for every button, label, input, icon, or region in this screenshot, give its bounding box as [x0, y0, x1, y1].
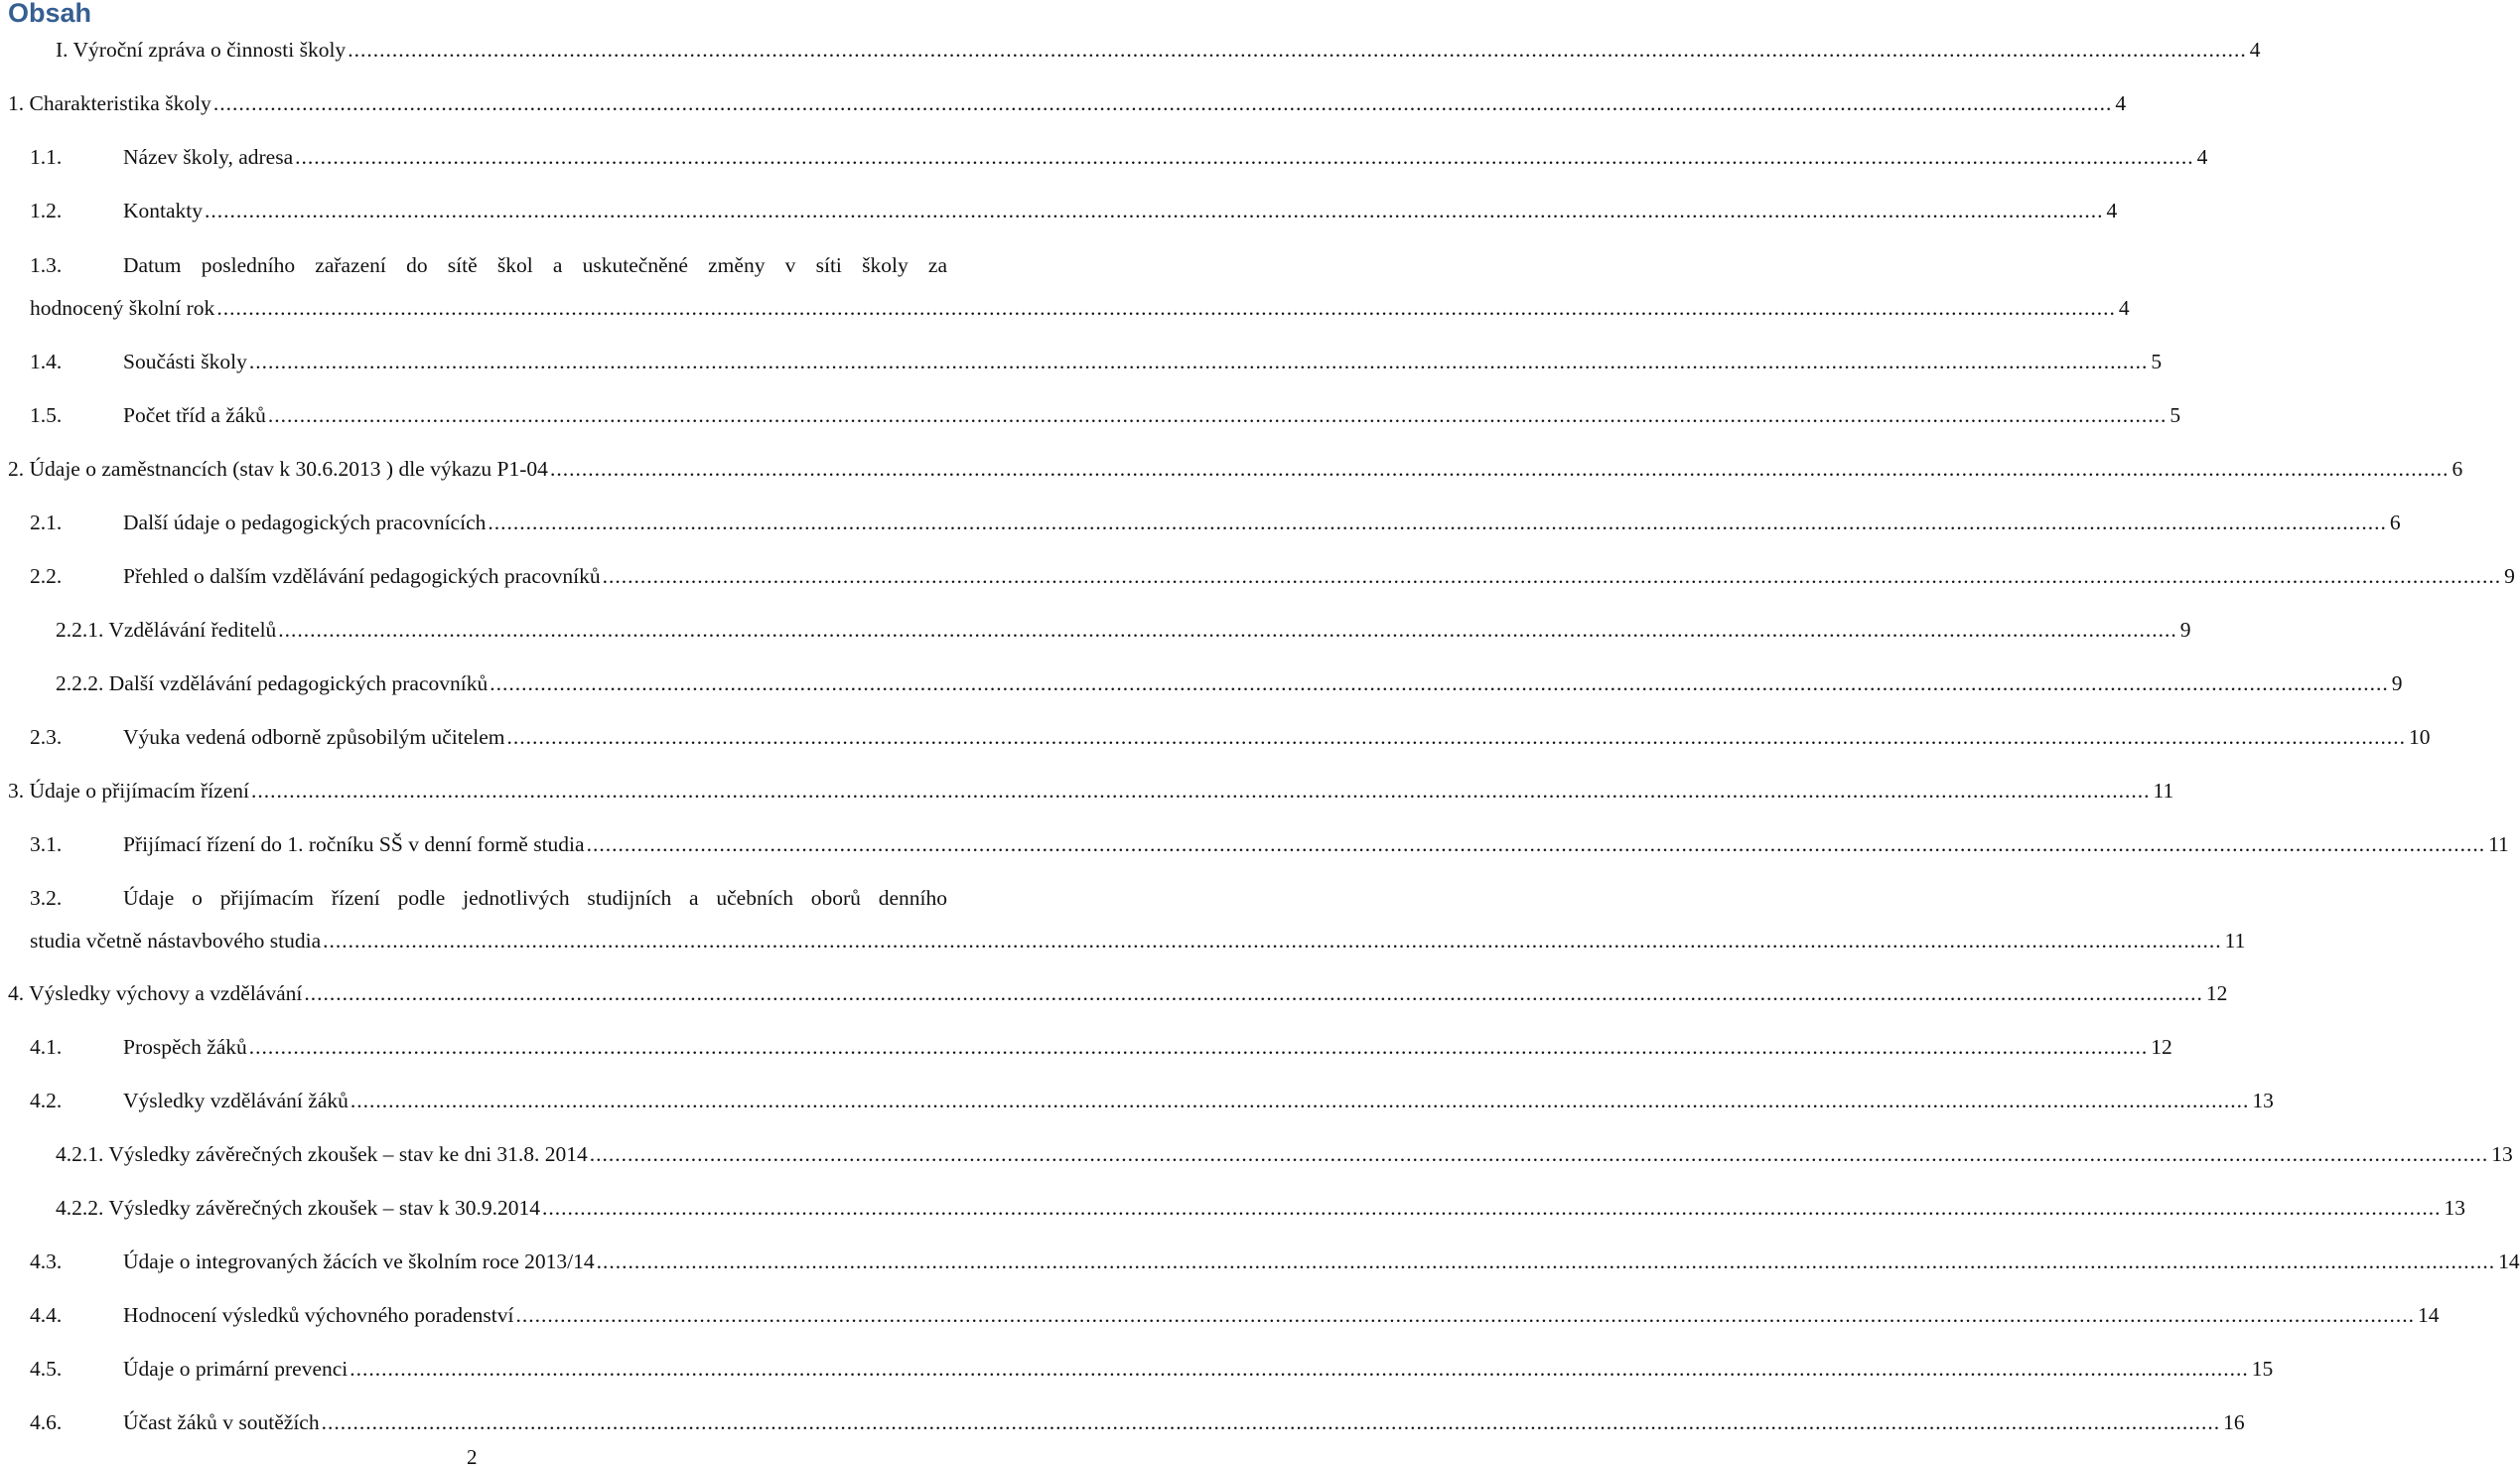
- toc-page-number: 4: [2106, 199, 2118, 222]
- dot-leader: ............................................................................................................................................................................................................................................................................................................: [267, 403, 2168, 427]
- toc-entry-datum-zarazeni[interactable]: [0, 247, 2130, 327]
- toc-entry-number: 4.2.: [30, 1089, 63, 1112]
- toc-page-number: 14: [2418, 1303, 2440, 1327]
- toc-entry-title: 2.2.2. Další vzdělávání pedagogických pracovníků: [56, 671, 489, 695]
- toc-entry-title: Hodnocení výsledků výchovného poradenství: [123, 1303, 514, 1327]
- toc-entry-kontakty[interactable]: [0, 193, 2118, 228]
- toc-page-number: 13: [2444, 1196, 2466, 1220]
- dot-leader: ............................................................................................................................................................................................................................................................................................................: [278, 618, 2177, 642]
- toc-entry-title: Výsledky vzdělávání žáků: [123, 1089, 349, 1112]
- toc-entry-charakteristika[interactable]: [0, 85, 2127, 121]
- toc-page-number: 13: [2491, 1142, 2513, 1166]
- toc-entry-prijimaci-rizeni-ss[interactable]: [0, 826, 2509, 862]
- toc-entry-title: I. Výroční zpráva o činnosti školy: [56, 38, 347, 62]
- toc-page-number: 4: [2196, 145, 2208, 169]
- dot-leader: ............................................................................................................................................................................................................................................................................................................: [515, 1303, 2415, 1327]
- dot-leader: ............................................................................................................................................................................................................................................................................................................: [251, 779, 2151, 803]
- dot-leader: ............................................................................................................................................................................................................................................................................................................: [490, 671, 2389, 695]
- dot-leader: ............................................................................................................................................................................................................................................................................................................: [602, 564, 2502, 588]
- toc-page-number: 4: [2118, 296, 2130, 320]
- dot-leader: ............................................................................................................................................................................................................................................................................................................: [542, 1196, 2442, 1220]
- toc-page-number: 5: [2151, 350, 2163, 373]
- toc-entry-prehled-vzdelavani[interactable]: [0, 558, 2515, 594]
- page-number: 2: [467, 1445, 478, 1469]
- toc-entry-vysledky-vychovy[interactable]: [0, 975, 2228, 1011]
- dot-leader: ............................................................................................................................................................................................................................................................................................................: [586, 832, 2486, 856]
- toc-page-number: 15: [2251, 1357, 2274, 1381]
- toc-page-number: 10: [2409, 725, 2431, 749]
- toc-heading: Obsah: [8, 0, 92, 28]
- dot-leader: ............................................................................................................................................................................................................................................................................................................: [212, 91, 2113, 115]
- toc-entry-title: 4.2.2. Výsledky závěrečných zkoušek – stav k 30.9.2014: [56, 1196, 541, 1220]
- toc-entry-title: Výuka vedená odborně způsobilým učitelem: [123, 725, 505, 749]
- toc-entry-number: 1.1.: [30, 145, 63, 169]
- toc-entry-vzdelavani-reditelu[interactable]: [0, 612, 2191, 648]
- toc-entry-title: Přehled o dalším vzdělávání pedagogických pracovníků: [123, 564, 601, 588]
- toc-entry-prospech-zaku[interactable]: [0, 1029, 2172, 1065]
- toc-entry-title: Přijímací řízení do 1. ročníku SŠ v denní formě studia: [123, 832, 585, 856]
- dot-leader: ............................................................................................................................................................................................................................................................................................................: [295, 145, 2194, 169]
- toc-entry-vyrocni-zprava[interactable]: [0, 32, 2261, 68]
- toc-entry-title: Název školy, adresa: [123, 145, 294, 169]
- toc-page-number: 16: [2223, 1410, 2245, 1434]
- toc-entry-number: 2.3.: [30, 725, 63, 749]
- dot-leader: ............................................................................................................................................................................................................................................................................................................: [216, 296, 2116, 320]
- toc-entry-integrovani-zaci[interactable]: [0, 1244, 2520, 1279]
- toc-entry-title: Kontakty: [123, 199, 204, 222]
- toc-page-number: 12: [2205, 981, 2228, 1005]
- toc-entry-title: Údaje o primární prevenci: [123, 1357, 349, 1381]
- toc-entry-number: 2.2.: [30, 564, 63, 588]
- toc-page-number: 11: [2224, 929, 2246, 953]
- toc-entry-title: Další údaje o pedagogických pracovnících: [123, 511, 487, 534]
- toc-page-number: 6: [2389, 511, 2401, 534]
- dot-leader: ............................................................................................................................................................................................................................................................................................................: [488, 511, 2387, 534]
- toc-entry-number: 1.5.: [30, 403, 63, 427]
- toc-page-number: 14: [2498, 1250, 2520, 1273]
- toc-entry-title: 4.2.1. Výsledky závěrečných zkoušek – stav ke dni 31.8. 2014: [56, 1142, 588, 1166]
- toc-entry-number: 1.2.: [30, 199, 63, 222]
- toc-entry-number: 4.5.: [30, 1357, 63, 1381]
- toc-entry-prijimaci-rizeni[interactable]: [0, 773, 2174, 808]
- toc-entry-primarni-prevence[interactable]: [0, 1351, 2274, 1387]
- toc-entry-title: 2. Údaje o zaměstnancích (stav k 30.6.2013 ) dle výkazu P1-04: [8, 457, 548, 481]
- toc-page-number: 9: [2391, 671, 2403, 695]
- toc-entry-zaverecne-zkousky-zari[interactable]: [0, 1190, 2466, 1226]
- toc-entry-title: 3. Údaje o přijímacím řízení: [8, 779, 249, 803]
- toc-entry-pocet-trid[interactable]: [0, 397, 2181, 433]
- toc-entry-title: 2.2.1. Vzdělávání ředitelů: [56, 618, 277, 642]
- toc-entry-title: Počet tříd a žáků: [123, 403, 266, 427]
- toc-page-number: 4: [2115, 91, 2127, 115]
- toc-entry-title: hodnocený školní rok: [30, 296, 215, 320]
- dot-leader: ............................................................................................................................................................................................................................................................................................................: [321, 1410, 2221, 1434]
- toc-entry-number: 1.3.: [30, 253, 63, 277]
- toc-entry-number: 4.1.: [30, 1035, 63, 1059]
- dot-leader: ............................................................................................................................................................................................................................................................................................................: [205, 199, 2104, 222]
- dot-leader: ............................................................................................................................................................................................................................................................................................................: [506, 725, 2407, 749]
- dot-leader: ............................................................................................................................................................................................................................................................................................................: [350, 1089, 2250, 1112]
- toc-entry-number: 3.1.: [30, 832, 63, 856]
- toc-entry-soucasti-skoly[interactable]: [0, 344, 2163, 379]
- toc-page-number: 5: [2170, 403, 2181, 427]
- toc-entry-number: 4.4.: [30, 1303, 63, 1327]
- toc-entry-zamestnanci[interactable]: [0, 451, 2463, 487]
- toc-entry-dalsi-vzdelavani[interactable]: [0, 665, 2403, 701]
- toc-entry-title-line1: Datum posledního zařazení do sítě škol a uskutečněné změny v síti školy za: [123, 253, 947, 277]
- toc-entry-number: 2.1.: [30, 511, 63, 534]
- toc-page-number: 11: [2488, 832, 2509, 856]
- toc-entry-title: Údaje o integrovaných žácích ve školním roce 2013/14: [123, 1250, 595, 1273]
- toc-entry-title: Účast žáků v soutěžích: [123, 1410, 320, 1434]
- toc-entry-title: 4. Výsledky výchovy a vzdělávání: [8, 981, 303, 1005]
- toc-entry-number: 1.4.: [30, 350, 63, 373]
- toc-entry-nazev-skoly[interactable]: [0, 139, 2208, 175]
- dot-leader: ............................................................................................................................................................................................................................................................................................................: [596, 1250, 2496, 1273]
- toc-entry-udaje-prijimaci-obory[interactable]: [0, 880, 2246, 959]
- dot-leader: ............................................................................................................................................................................................................................................................................................................: [348, 38, 2247, 62]
- toc-page-number: 11: [2153, 779, 2174, 803]
- toc-entry-vysledky-vzdelavani[interactable]: [0, 1083, 2274, 1118]
- dot-leader: ............................................................................................................................................................................................................................................................................................................: [323, 929, 2222, 953]
- toc-page-number: 9: [2504, 564, 2515, 588]
- toc-entry-title-line1: Údaje o přijímacím řízení podle jednotlivých studijních a učebních oborů denního: [123, 886, 947, 910]
- toc-entry-number: 4.3.: [30, 1250, 63, 1273]
- toc-page-number: 12: [2151, 1035, 2172, 1059]
- dot-leader: ............................................................................................................................................................................................................................................................................................................: [350, 1357, 2249, 1381]
- toc-entry-number: 4.6.: [30, 1410, 63, 1434]
- toc-page-number: 9: [2179, 618, 2191, 642]
- toc-entry-number: 3.2.: [30, 886, 63, 910]
- dot-leader: ............................................................................................................................................................................................................................................................................................................: [589, 1142, 2489, 1166]
- dot-leader: ............................................................................................................................................................................................................................................................................................................: [248, 1035, 2149, 1059]
- dot-leader: ............................................................................................................................................................................................................................................................................................................: [248, 350, 2149, 373]
- toc-entry-title: studia včetně nástavbového studia: [30, 929, 322, 953]
- dot-leader: ............................................................................................................................................................................................................................................................................................................: [549, 457, 2450, 481]
- toc-page-number: 4: [2249, 38, 2261, 62]
- toc-entry-title: Prospěch žáků: [123, 1035, 247, 1059]
- toc-page-number: 6: [2451, 457, 2463, 481]
- toc-entry-vyuka-vedena[interactable]: [0, 719, 2431, 755]
- toc-entry-dalsi-udaje[interactable]: [0, 505, 2401, 540]
- toc-entry-title: 1. Charakteristika školy: [8, 91, 211, 115]
- toc-entry-vychovne-poradenstvi[interactable]: [0, 1297, 2440, 1333]
- dot-leader: ............................................................................................................................................................................................................................................................................................................: [304, 981, 2203, 1005]
- toc-page-number: 13: [2252, 1089, 2274, 1112]
- toc-entry-ucast-v-soutezich[interactable]: [0, 1404, 2245, 1440]
- toc-entry-zaverecne-zkousky-srpen[interactable]: [0, 1136, 2513, 1172]
- toc-entry-title: Součásti školy: [123, 350, 247, 373]
